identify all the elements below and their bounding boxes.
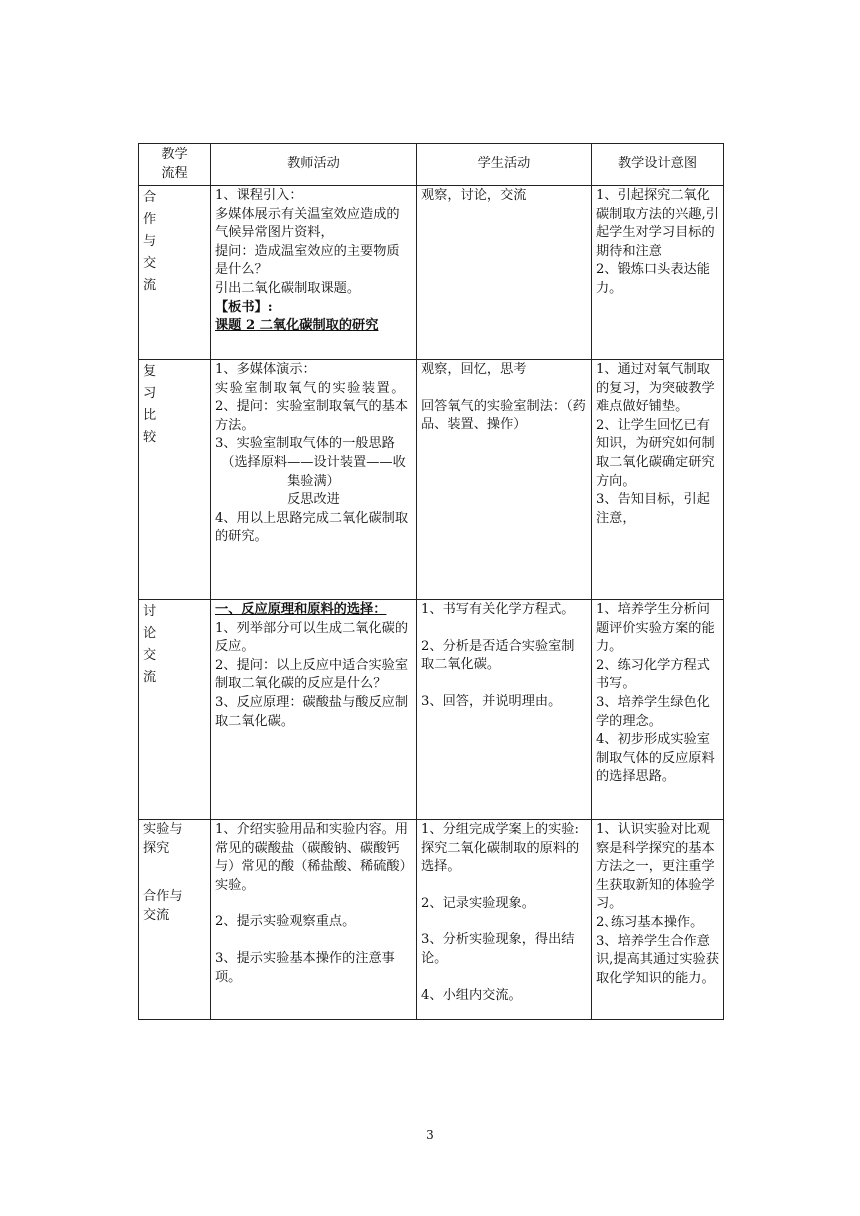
student-cell [417,186,592,360]
teacher-line: 1、课程引入： [215,188,303,203]
student-cell [417,600,592,820]
stage-char: 流 [143,670,157,685]
stage-char: 比 [143,408,157,423]
intent-cell [592,600,724,820]
student-line: 3、分析实验现象，得出结论。 [421,932,575,966]
intent-cell [592,360,724,600]
stage-line: 实验与 [143,822,183,837]
student-cell [417,360,592,600]
teacher-line: 3、反应原理：碳酸盐与酸反应制取二氧化碳。 [215,694,409,729]
student-line: 2、记录实验现象。 [421,895,535,911]
teacher-cell [211,186,417,360]
header-stage [139,144,211,186]
stage-cell [139,186,211,360]
student-line: 1、书写有关化学方程式。 [421,602,575,617]
header-stage-text: 教学流程 [161,146,188,181]
teacher-line: 引出二氧化碳制取课题。 [215,280,361,296]
student-line: 观察，回忆，思考 [421,362,527,377]
teacher-line: （选择原料——设计装置——收集验满） [221,454,406,489]
stage-char: 交 [143,256,157,271]
stage-char: 交 [143,648,157,663]
header-row [139,144,724,186]
intent-line: 3、告知目标，引起注意， [596,492,710,526]
intent-line: 2、让学生回忆已有知识，为研究如何制取二氧化碳确定研究方向。 [596,417,715,489]
header-teacher: 教师活动 [211,144,417,186]
teacher-line: 实验室制取氧气的实验装置。 [215,380,406,396]
lesson-plan-table [138,143,724,1020]
student-line: 观察，讨论，交流 [421,188,527,203]
teacher-line: 3、提示实验基本操作的注意事项。 [215,950,395,985]
teacher-line: 2、提示实验观察重点。 [215,914,356,930]
stage-char: 论 [143,626,157,641]
teacher-line: 1、介绍实验用品和实验内容。用常见的碳酸盐（碳酸钠、碳酸钙与）常见的酸（稀盐酸、稀硫酸）实验。 [215,822,409,893]
intent-cell [592,186,724,360]
teacher-line: 1、多媒体演示： [215,362,316,377]
intent-line: 2､练习基本操作。 [596,914,704,930]
header-student: 学生活动 [417,144,592,186]
stage-line: 探究 [143,840,170,856]
teacher-line: 1、列举部分可以生成二氧化碳的反应。 [215,620,409,655]
stage-char: 较 [143,430,157,445]
teacher-line: 2、提问：实验室制取氧气的基本方法。 [215,399,409,433]
stage-char: 讨 [143,604,157,619]
teacher-line: 反思改进 [287,492,340,508]
intent-line: 3、培养学生合作意识,提高其通过实验获取化学知识的能力。 [596,933,719,986]
stage-line: 交流 [143,907,170,923]
intent-line: 2、锻炼口头表达能力。 [596,262,710,296]
student-cell [417,820,592,1020]
stage-char: 作 [143,212,157,227]
intent-line: 4、初步形成实验室制取气体的反应原料的选择思路。 [596,732,715,785]
intent-line: 1、引起探究二氧化碳制取方法的兴趣,引起学生对学习目标的期待和注意 [596,188,719,259]
intent-line: 3、培养学生绿色化学的理念。 [596,694,710,729]
teacher-cell [211,820,417,1020]
stage-cell [139,600,211,820]
teacher-line: 2、提问：以上反应中适合实验室制取二氧化碳的反应是什么？ [215,657,409,692]
student-line: 4、小组内交流。 [421,987,522,1003]
teacher-line: 多媒体展示有关温室效应造成的气候异常图片资料， [215,206,400,241]
intent-line: 1、通过对氧气制取的复习，为突破教学难点做好铺垫。 [596,362,715,415]
page-number: 3 [426,1128,434,1142]
stage-char: 合 [143,190,157,205]
table-row [139,820,724,1020]
stage-cell [139,820,211,1020]
intent-cell [592,820,724,1020]
student-line: 3、回答，并说明理由。 [421,693,562,709]
table-row [139,600,724,820]
teacher-line: 4、用以上思路完成二氧化碳制取的研究。 [215,510,409,545]
stage-char: 复 [143,364,157,379]
stage-char: 与 [143,234,157,249]
table-row [139,186,724,360]
student-line: 1、分组完成学案上的实验:探究二氧化碳制取的原料的选择。 [421,822,580,875]
section-heading: 一、反应原理和原料的选择： [215,602,387,617]
stage-char: 习 [143,386,157,401]
intent-line: 1、培养学生分析问题评价实验方案的能力。 [596,602,715,655]
stage-cell [139,360,211,600]
table-row [139,360,724,600]
student-line: 回答氧气的实验室制法：（药品、装置、操作） [421,398,586,433]
student-line: 2、分析是否适合实验室制取二氧化碳。 [421,638,575,673]
teacher-cell [211,600,417,820]
board-title: 课题 2 二氧化碳制取的研究 [215,318,379,334]
stage-line: 合作与 [143,889,183,905]
intent-line: 1、认识实验对比观察是科学探究的基本方法之一，更注重学生获取新知的体验学习。 [596,822,715,912]
header-intent: 教学设计意图 [592,144,724,186]
intent-line: 2、练习化学方程式书写。 [596,657,710,692]
stage-char: 流 [143,278,157,293]
teacher-line: 提问：造成温室效应的主要物质是什么？ [215,243,400,278]
teacher-line: 3、实验室制取气体的一般思路 [215,436,395,452]
teacher-cell [211,360,417,600]
board-label: 【板书】: [215,299,273,315]
